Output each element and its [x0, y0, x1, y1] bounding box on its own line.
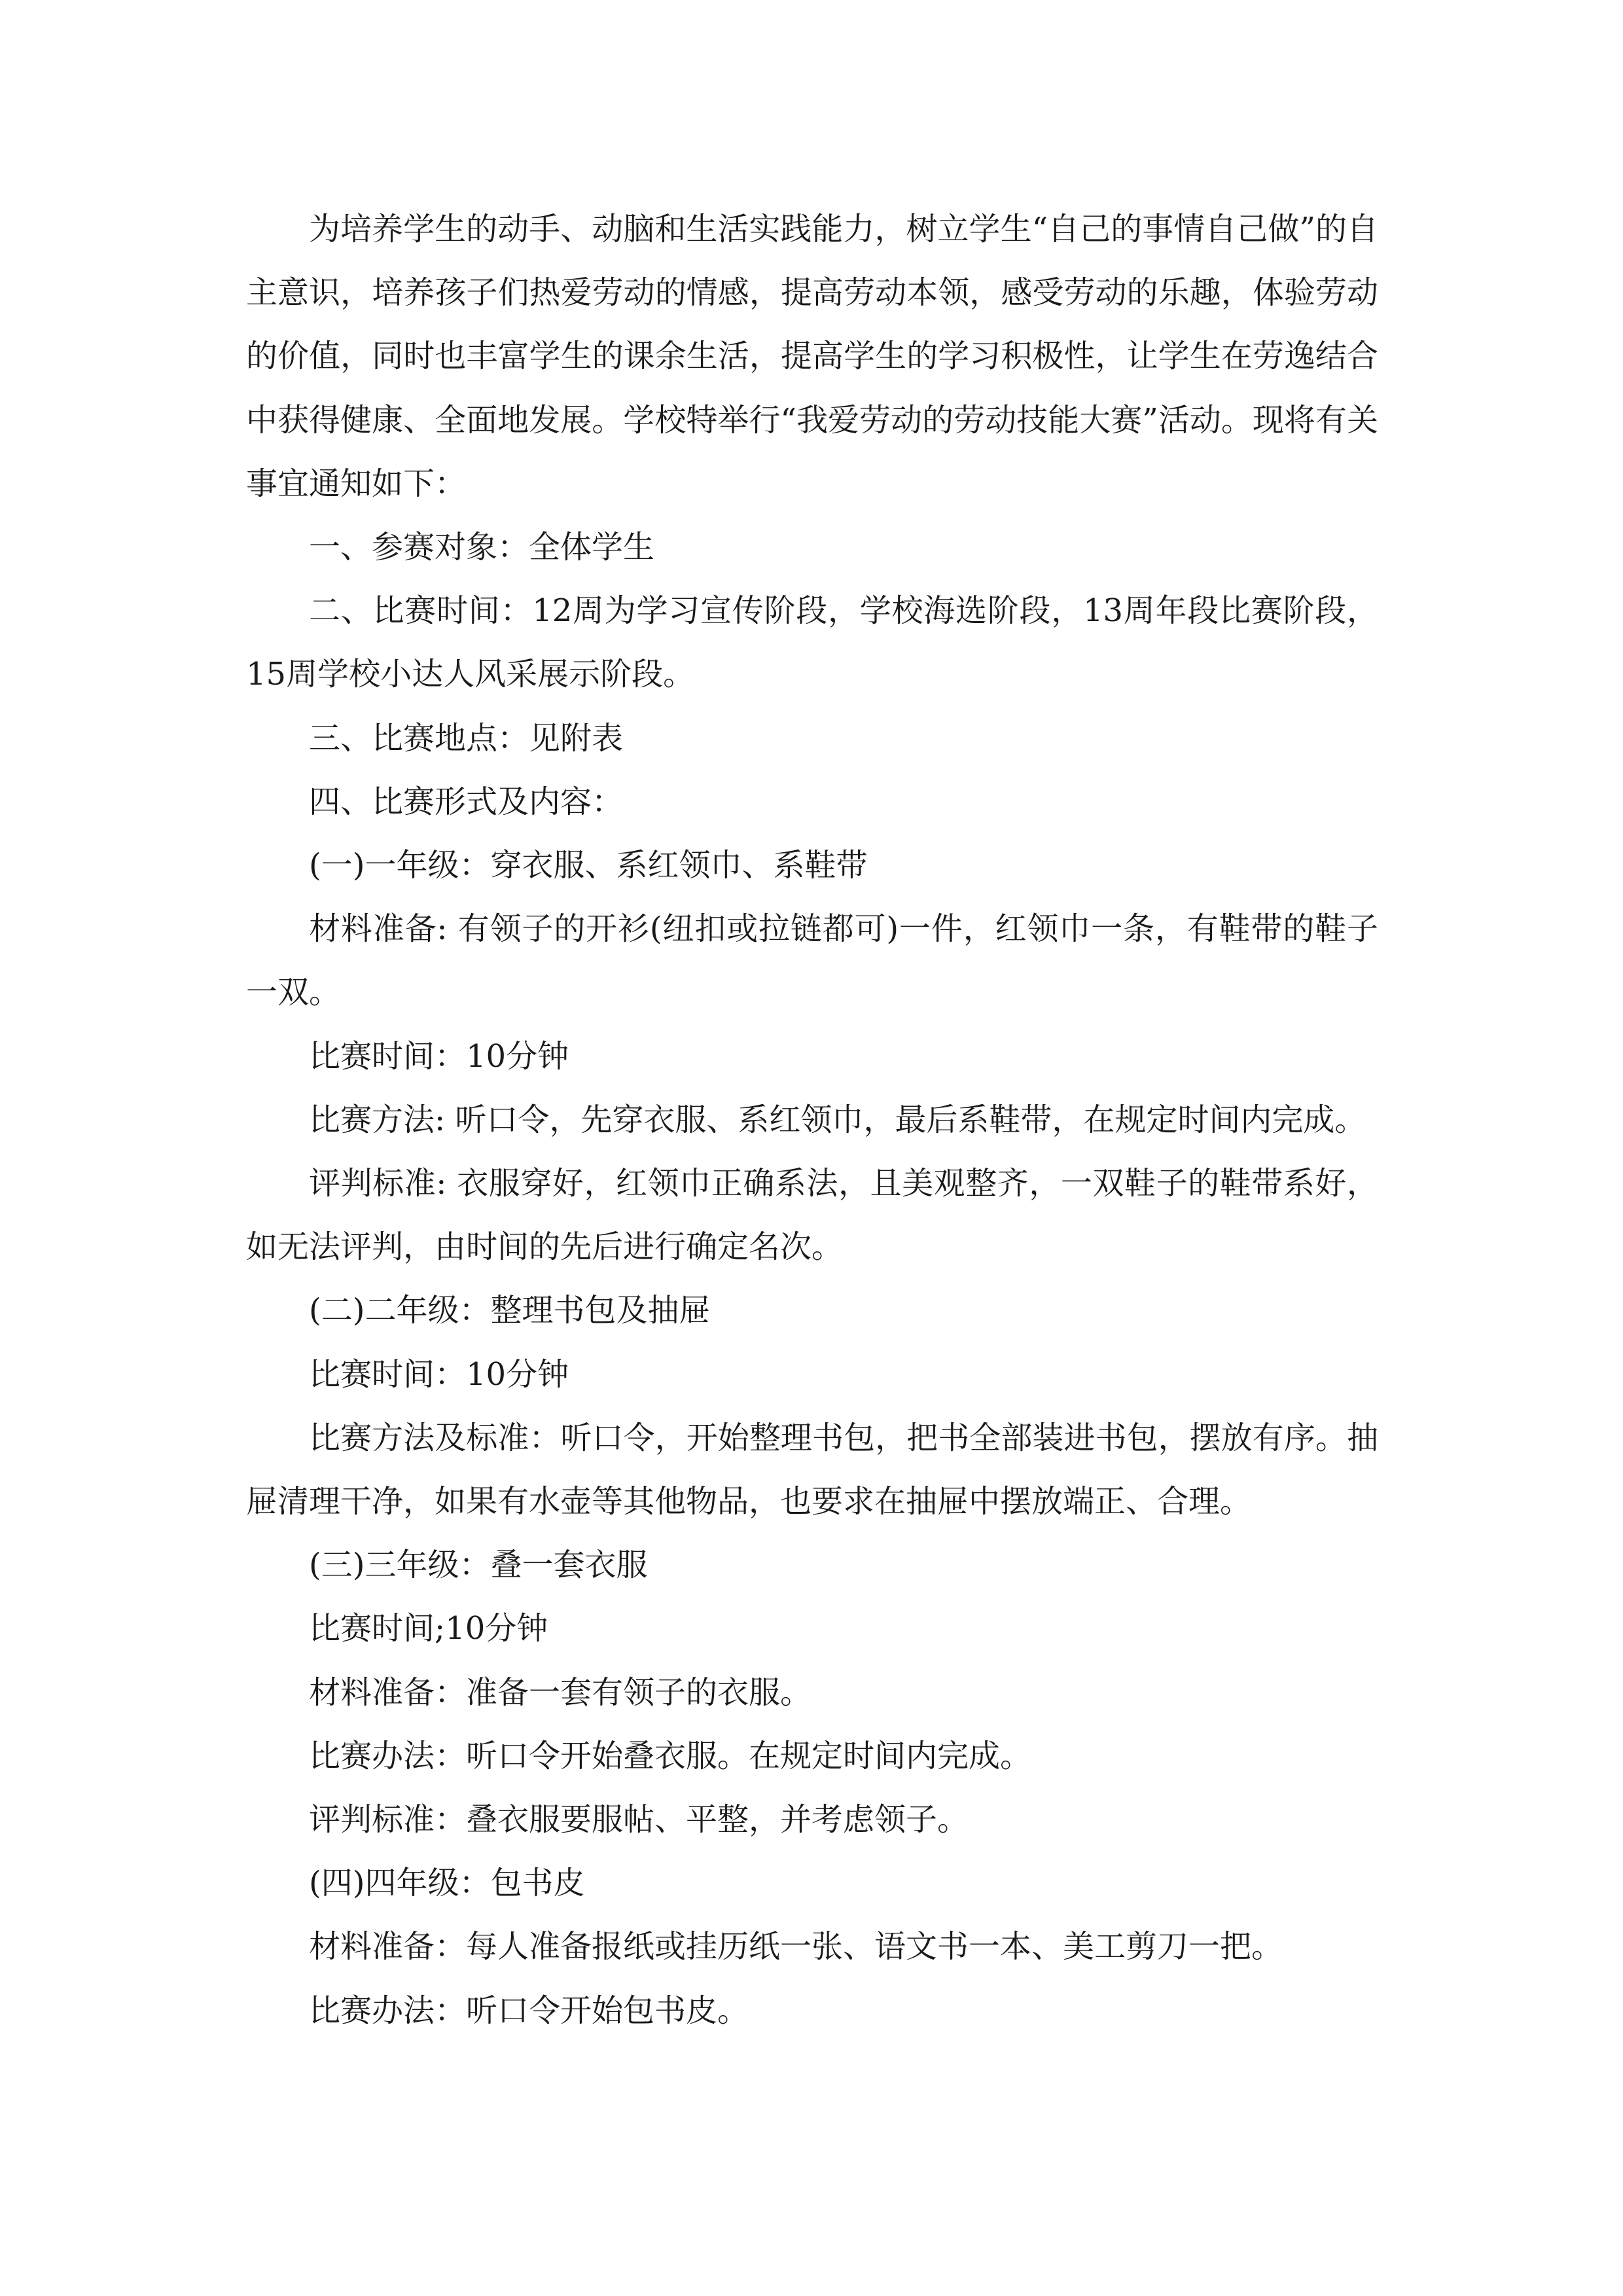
- grade1-method: 比赛方法: 听口令，先穿衣服、系红领巾，最后系鞋带，在规定时间内完成。: [309, 1101, 1366, 1138]
- grade1-criteria: 评判标准: 衣服穿好，红领巾正确系法，且美观整齐，一双鞋子的鞋带系好，如无法评判，由时间的先后进行确定名次。: [246, 1165, 1378, 1266]
- grade2-heading: (二)二年级：整理书包及抽屉: [309, 1292, 711, 1329]
- intro-paragraph: 为培养学生的动手、动脑和生活实践能力，树立学生“自己的事情自己做”的自主意识，培养孩子们热爱劳动的情感，提高劳动本领，感受劳动的乐趣，体验劳动的价值，同时也丰富学生的课余生活，提高学生的学习积极性，让学生在劳逸结合中获得健康、全面地发展。学校特举行“我爱劳动的劳动技能大赛”活动。现将有关事宜通知如下：: [246, 211, 1378, 502]
- section-format-heading: 四、比赛形式及内容：: [309, 783, 624, 820]
- grade2-method: 比赛方法及标准：听口令，开始整理书包，把书全部装进书包，摆放有序。抽屉清理干净，如果有水壶等其他物品，也要求在抽屉中摆放端正、合理。: [246, 1419, 1378, 1520]
- section-participants: 一、参赛对象：全体学生: [309, 529, 655, 566]
- section-location: 三、比赛地点：见附表: [309, 719, 624, 757]
- grade2-time: 比赛时间：10分钟: [309, 1355, 569, 1393]
- grade1-time: 比赛时间：10分钟: [309, 1037, 569, 1075]
- grade3-time: 比赛时间;10分钟: [309, 1610, 548, 1647]
- grade3-materials: 材料准备：准备一套有领子的衣服。: [309, 1674, 812, 1711]
- section-schedule: 二、比赛时间：12周为学习宣传阶段，学校海选阶段，13周年段比赛阶段，15周学校小达人风采展示阶段。: [246, 592, 1378, 693]
- grade4-heading: (四)四年级：包书皮: [309, 1865, 585, 1902]
- grade4-materials: 材料准备：每人准备报纸或挂历纸一张、语文书一本、美工剪刀一把。: [309, 1928, 1283, 1965]
- grade3-criteria: 评判标准：叠衣服要服帖、平整，并考虑领子。: [309, 1801, 969, 1839]
- grade3-method: 比赛办法：听口令开始叠衣服。在规定时间内完成。: [309, 1737, 1032, 1774]
- grade1-materials: 材料准备: 有领子的开衫(纽扣或拉链都可)一件，红领巾一条，有鞋带的鞋子一双。: [246, 910, 1378, 1011]
- grade4-method: 比赛办法：听口令开始包书皮。: [309, 1992, 749, 2029]
- document-body: [246, 198, 1378, 2043]
- grade1-heading: (一)一年级：穿衣服、系红领巾、系鞋带: [309, 847, 868, 884]
- grade3-heading: (三)三年级：叠一套衣服: [309, 1547, 648, 1584]
